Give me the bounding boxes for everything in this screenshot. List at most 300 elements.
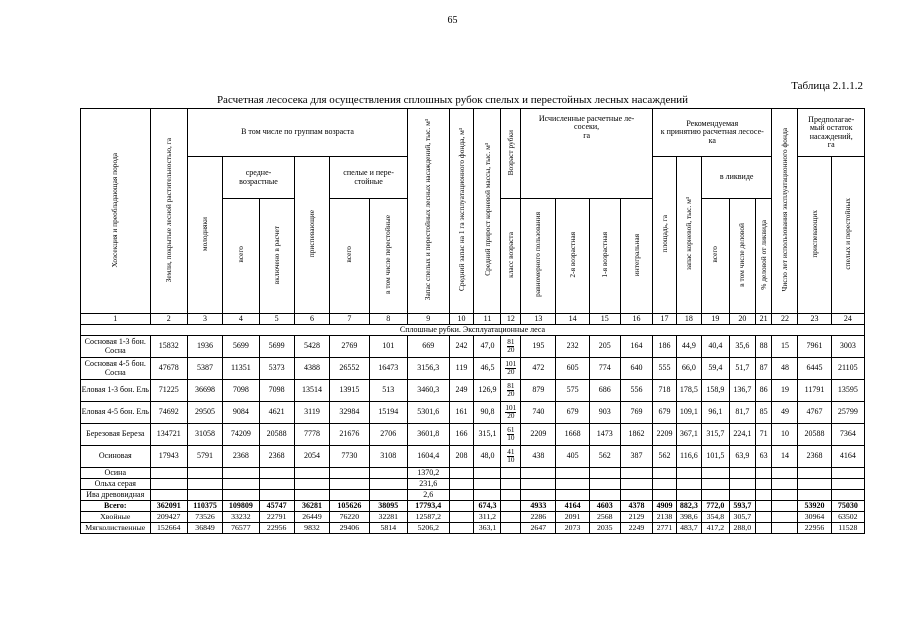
cell-c23: 2368 xyxy=(798,446,831,468)
cell-c2: 71225 xyxy=(150,380,187,402)
cell-c15: 1473 xyxy=(589,424,620,446)
cell-c3: 31058 xyxy=(187,424,222,446)
cell-c4: 33232 xyxy=(223,512,259,523)
cell-c13: 472 xyxy=(521,358,556,380)
cell-c5 xyxy=(259,468,294,479)
cell-c2 xyxy=(150,468,187,479)
hdr-forest-area: Земли, покрытые лесной растительностью, га xyxy=(150,109,187,314)
cell-c20 xyxy=(729,479,755,490)
cell-c7 xyxy=(330,490,369,501)
cell-c13: 2209 xyxy=(521,424,556,446)
cell-c17: 4909 xyxy=(653,501,677,512)
cell-c3: 5387 xyxy=(187,358,222,380)
cell-c23: 7961 xyxy=(798,336,831,358)
cell-c6: 26449 xyxy=(294,512,329,523)
cut-age-class: 20 xyxy=(507,345,515,354)
table-row xyxy=(81,380,865,402)
cell-c6 xyxy=(294,490,329,501)
cell-c7: 32984 xyxy=(330,402,369,424)
cell-c10: 249 xyxy=(449,380,474,402)
cell-c18: 483,7 xyxy=(676,523,701,534)
cell-c20: 305,7 xyxy=(729,512,755,523)
cell-c17: 2771 xyxy=(653,523,677,534)
row-species: Осиновая xyxy=(81,446,151,468)
cell-c14: 2091 xyxy=(556,512,589,523)
cell-c11: 48,0 xyxy=(474,446,501,468)
hdr-mid-included: включено в расчет xyxy=(259,199,294,314)
cell-c21 xyxy=(755,479,772,490)
cell-c17: 2209 xyxy=(653,424,677,446)
cell-c23: 20588 xyxy=(798,424,831,446)
cell-c19 xyxy=(701,490,729,501)
cell-c11 xyxy=(474,479,501,490)
hdr-business-pct: % деловой от ликвида xyxy=(755,199,772,314)
hdr-mid-total: всего xyxy=(223,199,259,314)
cell-c12 xyxy=(501,523,521,534)
cut-age-class: 20 xyxy=(507,389,515,398)
cell-c6: 4388 xyxy=(294,358,329,380)
cell-c10 xyxy=(449,468,474,479)
cell-c24: 13595 xyxy=(831,380,864,402)
cell-c13: 740 xyxy=(521,402,556,424)
cell-c24 xyxy=(831,479,864,490)
cell-c24: 7364 xyxy=(831,424,864,446)
row-label: Хвойные xyxy=(81,512,151,523)
cell-c2: 47678 xyxy=(150,358,187,380)
cell-c10: 242 xyxy=(449,336,474,358)
cell-c17: 555 xyxy=(653,358,677,380)
column-number: 3 xyxy=(187,314,222,325)
cell-c24 xyxy=(831,490,864,501)
cell-c16 xyxy=(620,490,652,501)
cell-c6: 7778 xyxy=(294,424,329,446)
cell-c9: 17793,4 xyxy=(408,501,450,512)
page-number: 65 xyxy=(447,15,458,26)
cell-c9: 1604,4 xyxy=(408,446,450,468)
column-number: 23 xyxy=(798,314,831,325)
cell-c16: 387 xyxy=(620,446,652,468)
cell-c6: 5428 xyxy=(294,336,329,358)
cell-c5: 5699 xyxy=(259,336,294,358)
cell-c15: 686 xyxy=(589,380,620,402)
cell-c4: 74209 xyxy=(223,424,259,446)
cell-c17: 186 xyxy=(653,336,677,358)
row-species: Ива древовидная xyxy=(81,490,151,501)
cell-c22: 15 xyxy=(772,336,798,358)
cell-c9: 2,6 xyxy=(408,490,450,501)
cell-c8: 2706 xyxy=(369,424,407,446)
cell-c15: 205 xyxy=(589,336,620,358)
cell-c2: 15832 xyxy=(150,336,187,358)
hdr-remaining: Предполагае- мый остаток насаждений, га xyxy=(798,109,865,157)
cell-c22: 49 xyxy=(772,402,798,424)
cell-c12 xyxy=(501,501,521,512)
cell-c22: 10 xyxy=(772,424,798,446)
cell-c4 xyxy=(223,490,259,501)
cell-c10 xyxy=(449,523,474,534)
cell-c4: 2368 xyxy=(223,446,259,468)
hdr-mature: спелые и пере- стойные xyxy=(330,157,408,199)
cell-c2: 152664 xyxy=(150,523,187,534)
cell-c10: 208 xyxy=(449,446,474,468)
cell-c7: 13915 xyxy=(330,380,369,402)
table-number: Таблица 2.1.1.2 xyxy=(791,80,863,92)
cell-c8: 15194 xyxy=(369,402,407,424)
cell-c19: 417,2 xyxy=(701,523,729,534)
cell-c6 xyxy=(294,468,329,479)
cell-c2: 209427 xyxy=(150,512,187,523)
cell-c21: 71 xyxy=(755,424,772,446)
cell-c12 xyxy=(501,402,521,424)
cell-c6: 3119 xyxy=(294,402,329,424)
cell-c16: 2249 xyxy=(620,523,652,534)
cell-c20 xyxy=(729,490,755,501)
cell-c23: 53920 xyxy=(798,501,831,512)
cell-c15: 4603 xyxy=(589,501,620,512)
cell-c13: 195 xyxy=(521,336,556,358)
cell-c24: 21105 xyxy=(831,358,864,380)
broadleaf-row xyxy=(81,523,865,534)
cell-c8: 32281 xyxy=(369,512,407,523)
cell-c6 xyxy=(294,479,329,490)
cell-c8: 38095 xyxy=(369,501,407,512)
cell-c21 xyxy=(755,512,772,523)
cell-c12 xyxy=(501,336,521,358)
cut-age-fraction xyxy=(505,405,516,420)
cell-c17 xyxy=(653,479,677,490)
hdr-area: площадь, га xyxy=(653,157,677,314)
cell-c19: 158,9 xyxy=(701,380,729,402)
cell-c8: 16473 xyxy=(369,358,407,380)
cell-c3: 5791 xyxy=(187,446,222,468)
cell-c21 xyxy=(755,490,772,501)
cell-c5 xyxy=(259,490,294,501)
cell-c19: 772,0 xyxy=(701,501,729,512)
cell-c6: 2054 xyxy=(294,446,329,468)
cell-c12 xyxy=(501,380,521,402)
cell-c12 xyxy=(501,490,521,501)
cell-c22: 19 xyxy=(772,380,798,402)
cell-c18: 178,5 xyxy=(676,380,701,402)
cell-c22: 48 xyxy=(772,358,798,380)
cell-c24: 4164 xyxy=(831,446,864,468)
cut-age-class: 20 xyxy=(507,367,515,376)
cell-c16: 1862 xyxy=(620,424,652,446)
cell-c24 xyxy=(831,468,864,479)
hdr-species: Хозсекция и преобладающая порода xyxy=(81,109,151,314)
cell-c16: 769 xyxy=(620,402,652,424)
column-number: 24 xyxy=(831,314,864,325)
row-species: Сосновая 4-5 бон. Сосна xyxy=(81,358,151,380)
cell-c10: 166 xyxy=(449,424,474,446)
forest-cut-table xyxy=(80,108,865,534)
cell-c21 xyxy=(755,523,772,534)
cell-c7 xyxy=(330,468,369,479)
hdr-age-class: класс возраста xyxy=(501,199,521,314)
column-number: 11 xyxy=(474,314,501,325)
row-species: Еловая 4-5 бон. Ель xyxy=(81,402,151,424)
cell-c7: 29406 xyxy=(330,523,369,534)
cell-c8: 513 xyxy=(369,380,407,402)
cell-c10 xyxy=(449,501,474,512)
cell-c13: 2647 xyxy=(521,523,556,534)
hdr-overmature: в том числе перестойные xyxy=(369,199,407,314)
hdr-second-age: 2-я возрастная xyxy=(556,199,589,314)
cell-c2: 362091 xyxy=(150,501,187,512)
cell-c19 xyxy=(701,468,729,479)
hdr-cut-age: Возраст рубки xyxy=(501,109,521,199)
cell-c19 xyxy=(701,479,729,490)
cell-c22 xyxy=(772,490,798,501)
cell-c18: 116,6 xyxy=(676,446,701,468)
cell-c12 xyxy=(501,512,521,523)
cut-age-class: 10 xyxy=(507,433,515,442)
extra-row xyxy=(81,468,865,479)
column-number: 10 xyxy=(449,314,474,325)
cell-c13: 879 xyxy=(521,380,556,402)
cell-c18: 44,9 xyxy=(676,336,701,358)
cell-c4: 5699 xyxy=(223,336,259,358)
table-title: Расчетная лесосека для осуществления сплошных рубок спелых и перестойных лесных насаждений xyxy=(216,94,689,106)
cell-c18 xyxy=(676,490,701,501)
cell-c19: 40,4 xyxy=(701,336,729,358)
hdr-root-stock: запас корневой, тыс. м³ xyxy=(676,157,701,314)
cell-c24: 11528 xyxy=(831,523,864,534)
cell-c20: 81,7 xyxy=(729,402,755,424)
cell-c20: 136,7 xyxy=(729,380,755,402)
cell-c22 xyxy=(772,523,798,534)
cell-c19: 315,7 xyxy=(701,424,729,446)
cell-c7: 2769 xyxy=(330,336,369,358)
cell-c15: 2035 xyxy=(589,523,620,534)
cell-c24: 3003 xyxy=(831,336,864,358)
cell-c11: 90,8 xyxy=(474,402,501,424)
cell-c2: 17943 xyxy=(150,446,187,468)
cell-c11 xyxy=(474,468,501,479)
cell-c12 xyxy=(501,468,521,479)
cell-c23: 6445 xyxy=(798,358,831,380)
cell-c14 xyxy=(556,468,589,479)
cell-c17 xyxy=(653,468,677,479)
cell-c8: 5814 xyxy=(369,523,407,534)
cell-c10 xyxy=(449,479,474,490)
cell-c23: 22956 xyxy=(798,523,831,534)
column-number: 2 xyxy=(150,314,187,325)
cell-c23 xyxy=(798,468,831,479)
cell-c9: 5301,6 xyxy=(408,402,450,424)
cell-c10 xyxy=(449,512,474,523)
cell-c12 xyxy=(501,424,521,446)
column-number: 20 xyxy=(729,314,755,325)
cell-c11: 674,3 xyxy=(474,501,501,512)
cell-c21 xyxy=(755,468,772,479)
cell-c9: 3460,3 xyxy=(408,380,450,402)
cell-c9: 3601,8 xyxy=(408,424,450,446)
cut-age-years: 101 xyxy=(505,359,517,368)
cell-c7: 7730 xyxy=(330,446,369,468)
cell-c11: 311,2 xyxy=(474,512,501,523)
cell-c11: 363,1 xyxy=(474,523,501,534)
row-label: Всего: xyxy=(81,501,151,512)
hdr-mature-stock: Запас спелых и перестойных лесных насаждений, тыс. м³ xyxy=(408,109,450,314)
hdr-uniform: равномерного пользования xyxy=(521,199,556,314)
cell-c22 xyxy=(772,512,798,523)
cell-c7: 76220 xyxy=(330,512,369,523)
cell-c17: 718 xyxy=(653,380,677,402)
cell-c22 xyxy=(772,501,798,512)
cell-c24: 63502 xyxy=(831,512,864,523)
cell-c16 xyxy=(620,479,652,490)
cell-c3: 36849 xyxy=(187,523,222,534)
row-label: Мягколиственные xyxy=(81,523,151,534)
cell-c16: 4378 xyxy=(620,501,652,512)
row-species: Сосновая 1-3 бон. Сосна xyxy=(81,336,151,358)
cut-age-fraction xyxy=(507,339,514,354)
cell-c21 xyxy=(755,501,772,512)
cell-c16: 164 xyxy=(620,336,652,358)
cell-c6: 36281 xyxy=(294,501,329,512)
cell-c6: 9832 xyxy=(294,523,329,534)
cell-c5: 5373 xyxy=(259,358,294,380)
cell-c21: 87 xyxy=(755,358,772,380)
cell-c13: 2286 xyxy=(521,512,556,523)
column-number: 7 xyxy=(330,314,369,325)
cell-c12 xyxy=(501,479,521,490)
cell-c14: 605 xyxy=(556,358,589,380)
cell-c7: 21676 xyxy=(330,424,369,446)
cell-c24: 25799 xyxy=(831,402,864,424)
cell-c20: 51,7 xyxy=(729,358,755,380)
cell-c3 xyxy=(187,490,222,501)
hdr-years-use: Число лет использования эксплуатационного фонда xyxy=(772,109,798,314)
cell-c22 xyxy=(772,468,798,479)
cell-c19: 59,4 xyxy=(701,358,729,380)
column-number: 6 xyxy=(294,314,329,325)
cell-c14: 4164 xyxy=(556,501,589,512)
cell-c19: 96,1 xyxy=(701,402,729,424)
cut-age-years: 41 xyxy=(507,447,515,456)
column-number: 21 xyxy=(755,314,772,325)
cell-c18: 398,6 xyxy=(676,512,701,523)
total-row xyxy=(81,501,865,512)
table-row xyxy=(81,424,865,446)
hdr-avg-stock: Средний запас на 1 га эксплуатационного фонда, м³ xyxy=(449,109,474,314)
cell-c19: 354,8 xyxy=(701,512,729,523)
cell-c7: 26552 xyxy=(330,358,369,380)
cell-c18: 882,3 xyxy=(676,501,701,512)
cell-c18: 367,1 xyxy=(676,424,701,446)
cell-c11: 126,9 xyxy=(474,380,501,402)
cell-c15 xyxy=(589,490,620,501)
cell-c3 xyxy=(187,479,222,490)
hdr-mature-total: всего xyxy=(330,199,369,314)
cell-c21: 85 xyxy=(755,402,772,424)
cell-c16: 556 xyxy=(620,380,652,402)
cell-c14: 232 xyxy=(556,336,589,358)
hdr-liquid-total: всего xyxy=(701,199,729,314)
cell-c16: 640 xyxy=(620,358,652,380)
cell-c10: 119 xyxy=(449,358,474,380)
column-number: 13 xyxy=(521,314,556,325)
column-number: 1 xyxy=(81,314,151,325)
section-row xyxy=(81,325,865,336)
cell-c4 xyxy=(223,468,259,479)
hdr-liquid: в ликвиде xyxy=(701,157,772,199)
cell-c20 xyxy=(729,468,755,479)
cell-c18 xyxy=(676,468,701,479)
cell-c8 xyxy=(369,479,407,490)
cut-age-class: 10 xyxy=(507,455,515,464)
cell-c20: 35,6 xyxy=(729,336,755,358)
cell-c14 xyxy=(556,479,589,490)
cell-c24: 75030 xyxy=(831,501,864,512)
hdr-first-age: 1-я возрастная xyxy=(589,199,620,314)
cell-c18: 66,0 xyxy=(676,358,701,380)
cell-c14: 575 xyxy=(556,380,589,402)
cell-c14: 1668 xyxy=(556,424,589,446)
cell-c20: 224,1 xyxy=(729,424,755,446)
row-species: Осина xyxy=(81,468,151,479)
hdr-age-groups: В том числе по группам возраста xyxy=(187,109,407,157)
table-row xyxy=(81,446,865,468)
cell-c5: 2368 xyxy=(259,446,294,468)
cell-c3: 73526 xyxy=(187,512,222,523)
cell-c5: 7098 xyxy=(259,380,294,402)
cut-age-fraction xyxy=(505,361,516,376)
cell-c23 xyxy=(798,490,831,501)
cell-c13: 438 xyxy=(521,446,556,468)
cut-age-fraction xyxy=(507,427,514,442)
hdr-mature-remain: спелых и перестойных xyxy=(831,157,864,314)
hdr-premature-remain: приспевающих xyxy=(798,157,831,314)
row-species: Березовая Береза xyxy=(81,424,151,446)
cell-c17 xyxy=(653,490,677,501)
column-number: 9 xyxy=(408,314,450,325)
cell-c9: 1370,2 xyxy=(408,468,450,479)
cell-c3 xyxy=(187,468,222,479)
cell-c5: 20588 xyxy=(259,424,294,446)
cell-c20: 63,9 xyxy=(729,446,755,468)
hdr-business: в том числе деловой xyxy=(729,199,755,314)
cell-c9: 5206,2 xyxy=(408,523,450,534)
column-number: 15 xyxy=(589,314,620,325)
cell-c15: 2568 xyxy=(589,512,620,523)
column-number: 16 xyxy=(620,314,652,325)
cell-c5: 22791 xyxy=(259,512,294,523)
cell-c15: 562 xyxy=(589,446,620,468)
cut-age-years: 81 xyxy=(507,337,515,346)
cell-c23: 4767 xyxy=(798,402,831,424)
cell-c7 xyxy=(330,479,369,490)
column-number: 12 xyxy=(501,314,521,325)
cut-age-class: 20 xyxy=(507,411,515,420)
cell-c10 xyxy=(449,490,474,501)
cell-c11: 47,0 xyxy=(474,336,501,358)
cell-c9: 3156,3 xyxy=(408,358,450,380)
table-row xyxy=(81,402,865,424)
cell-c12 xyxy=(501,358,521,380)
cell-c22: 14 xyxy=(772,446,798,468)
cell-c16 xyxy=(620,468,652,479)
cell-c3: 29505 xyxy=(187,402,222,424)
row-species: Ольха серая xyxy=(81,479,151,490)
row-species: Еловая 1-3 бон. Ель xyxy=(81,380,151,402)
cell-c4: 109809 xyxy=(223,501,259,512)
table-row xyxy=(81,358,865,380)
cell-c4: 7098 xyxy=(223,380,259,402)
cell-c15: 903 xyxy=(589,402,620,424)
cell-c15 xyxy=(589,468,620,479)
